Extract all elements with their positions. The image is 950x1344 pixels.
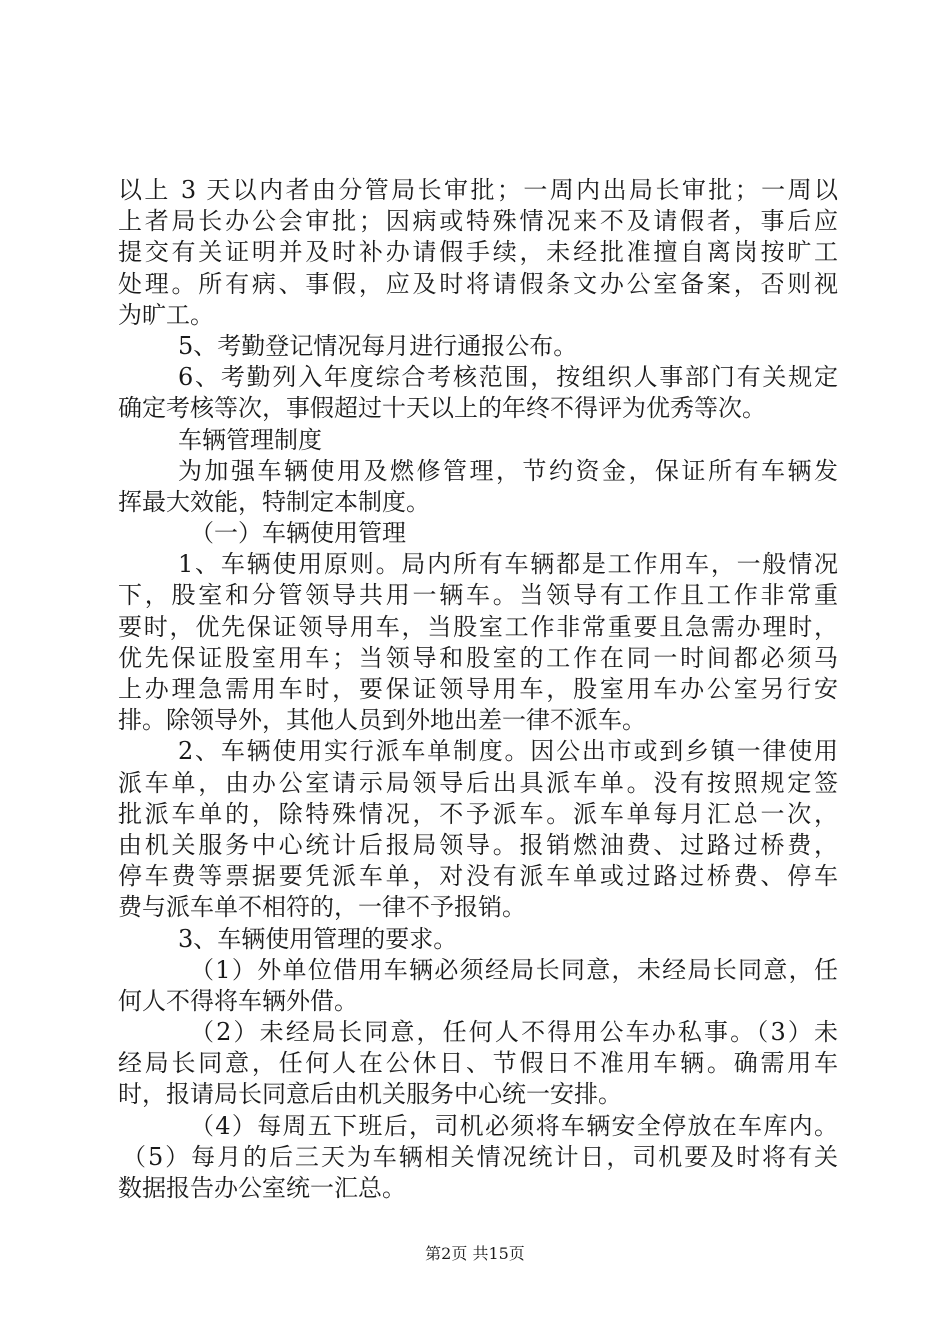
text-line: 上办理急需用车时，要保证领导用车，股室用车办公室另行安 xyxy=(118,675,838,703)
subsection-heading: （一）车辆使用管理 xyxy=(190,519,406,548)
text-line: 费与派车单不相符的，一律不予报销。 xyxy=(118,893,526,922)
text-line: 3、车辆使用管理的要求。 xyxy=(178,924,458,953)
text-line: 下，股室和分管领导共用一辆车。当领导有工作且工作非常重 xyxy=(118,581,838,610)
text-line: 处理。所有病、事假，应及时将请假条文办公室备案，否则视 xyxy=(118,269,838,298)
text-line: （2）未经局长同意，任何人不得用公车办私事。（3）未 xyxy=(190,1018,838,1047)
text-line: 何人不得将车辆外借。 xyxy=(118,986,358,1015)
text-line: 挥最大效能，特制定本制度。 xyxy=(118,487,430,516)
text-line: 优先保证股室用车；当领导和股室的工作在同一时间都必须马 xyxy=(118,643,838,672)
text-line: 时，报请局长同意后由机关服务中心统一安排。 xyxy=(118,1080,622,1109)
text-line: 确定考核等次，事假超过十天以上的年终不得评为优秀等次。 xyxy=(118,394,766,423)
text-line: 数据报告办公室统一汇总。 xyxy=(118,1174,406,1202)
text-line: 为旷工。 xyxy=(118,300,214,329)
text-line: （1）外单位借用车辆必须经局长同意，未经局长同意，任 xyxy=(190,955,838,984)
text-line: 派车单，由办公室请示局领导后出具派车单。没有按照规定签 xyxy=(118,768,838,797)
text-line: 为加强车辆使用及燃修管理，节约资金，保证所有车辆发 xyxy=(178,456,838,485)
text-line: 要时，优先保证领导用车，当股室工作非常重要且急需办理时， xyxy=(118,612,838,641)
text-line: 批派车单的，除特殊情况，不予派车。派车单每月汇总一次， xyxy=(118,799,838,828)
text-line: （4）每周五下班后，司机必须将车辆安全停放在车库内。 xyxy=(190,1111,838,1140)
section-heading: 车辆管理制度 xyxy=(178,425,322,454)
text-line: 由机关服务中心统计后报局领导。报销燃油费、过路过桥费， xyxy=(118,830,838,859)
text-line: 5、考勤登记情况每月进行通报公布。 xyxy=(178,331,578,360)
text-line: 排。除领导外，其他人员到外地出差一律不派车。 xyxy=(118,706,646,735)
text-line: 停车费等票据要凭派车单，对没有派车单或过路过桥费、停车 xyxy=(118,862,838,891)
text-line: 2、车辆使用实行派车单制度。因公出市或到乡镇一律使用 xyxy=(178,737,838,766)
page-number-footer: 第2页 共15页 xyxy=(425,1244,525,1263)
text-line: 1、车辆使用原则。局内所有车辆都是工作用车，一般情况 xyxy=(178,550,838,579)
text-line: 提交有关证明并及时补办请假手续，未经批准擅自离岗按旷工 xyxy=(118,238,838,267)
text-line: （5）每月的后三天为车辆相关情况统计日，司机要及时将有关 xyxy=(122,1142,838,1171)
text-line: 6、考勤列入年度综合考核范围，按组织人事部门有关规定 xyxy=(178,363,838,392)
document-body xyxy=(118,175,838,1204)
text-line: 以上 3 天以内者由分管局长审批；一周内出局长审批；一周以 xyxy=(118,176,838,204)
text-line: 经局长同意，任何人在公休日、节假日不准用车辆。确需用车 xyxy=(118,1049,838,1078)
text-line: 上者局长办公会审批；因病或特殊情况来不及请假者，事后应 xyxy=(118,207,838,236)
